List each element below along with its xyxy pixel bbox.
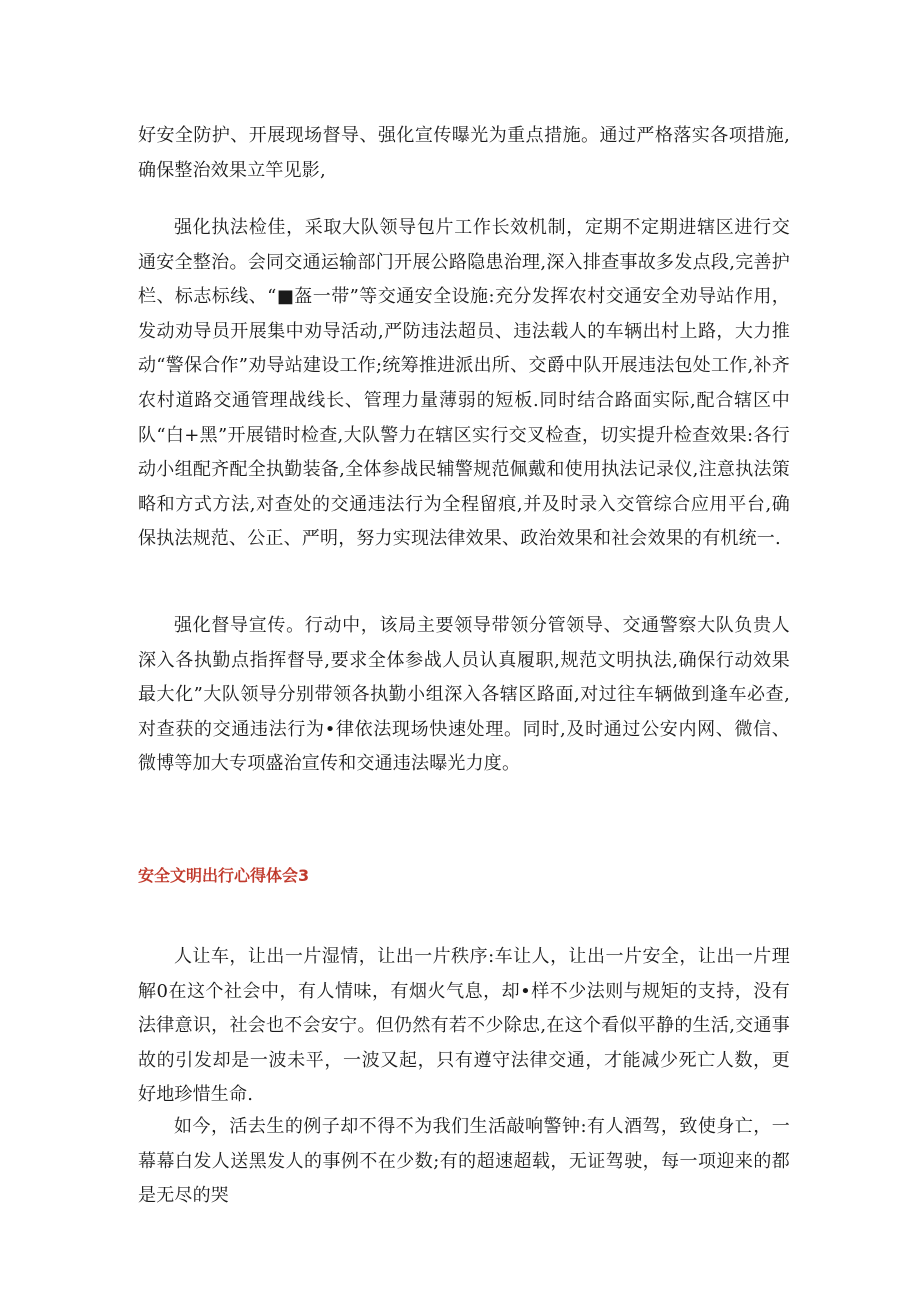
paragraph-warning: 如今，活去生的例子却不得不为我们生活敲响警钟:有人酒驾，致使身亡，一幕幕白发人送黑发人的事例不在少数;有的超速超载，无证驾驶，每一项迎来的都是无尽的哭 — [138, 1116, 790, 1207]
paragraph-yield: 人让车，让出一片湿情，让出一片秩序:车让人，让出一片安全，让出一片理解0在这个社会中，有人情味，有烟火气息，却•样不少法则与规矩的支持，没有法律意识，社会也不会安宁。但仍然有若不少除忠,在这个看似平静的生活,交通事故的引发却是一波未平，一波又起，只有遵守法律交通，才能减少死亡人数，更好地珍惜生命. — [138, 946, 790, 1106]
paragraph-law-enforcement: 强化执法检佳，采取大队领导包片工作长效机制，定期不定期进辖区进行交通安全整治。会同交通运输部门开展公路隐患治理,深入排查事故多发点段,完善护栏、标志标线、“■盔一带”等交通安全设施:充分发挥农村交通安全劝导站作用，发动劝导员开展集中劝导活动,严防违法超员、违法载人的车辆出村上路，大力推动“警保合作”劝导站建设工作;统筹推进派出所、交爵中队开展违法包处工作,补齐农村道路交通管理战线长、管理力量薄弱的短板.同时结合路面实际,配合辖区中队“白+黑”开展错时检查,大队警力在辖区实行交叉检查，切实提升检查效果:各行动小组配齐配全执勤装备,全体参战民辅警规范佩戴和使用执法记录仪,注意执法策略和方式方法,对查处的交通违法行为全程留痕,并及时录入交管综合应用平台,确保执法规范、公正、严明，努力实现法律效果、政治效果和社会效果的有机统一. — [138, 217, 790, 550]
paragraph-supervision-publicity: 强化督导宣传。行动中，该局主要领导带领分管领导、交通警察大队负贵人深入各执勤点指挥督导,要求全体参战人员认真履职,规范文明执法,确保行动效果最大化”大队领导分别带领各执勤小组深入各辖区路面,对过往车辆做到逢车必查,对查获的交通违法行为•律依法现场快速处理。同时,及时通过公安内网、微信、微博等加大专项盛治宣传和交通违法曝光力度。 — [138, 615, 790, 775]
paragraph-continued: 好安全防护、开展现场督导、强化宣传曝光为重点措施。通过严格落实各项措施,确保整治效果立竿见影, — [138, 125, 790, 181]
section-heading: 安全文明出行心得体会3 — [138, 866, 310, 885]
